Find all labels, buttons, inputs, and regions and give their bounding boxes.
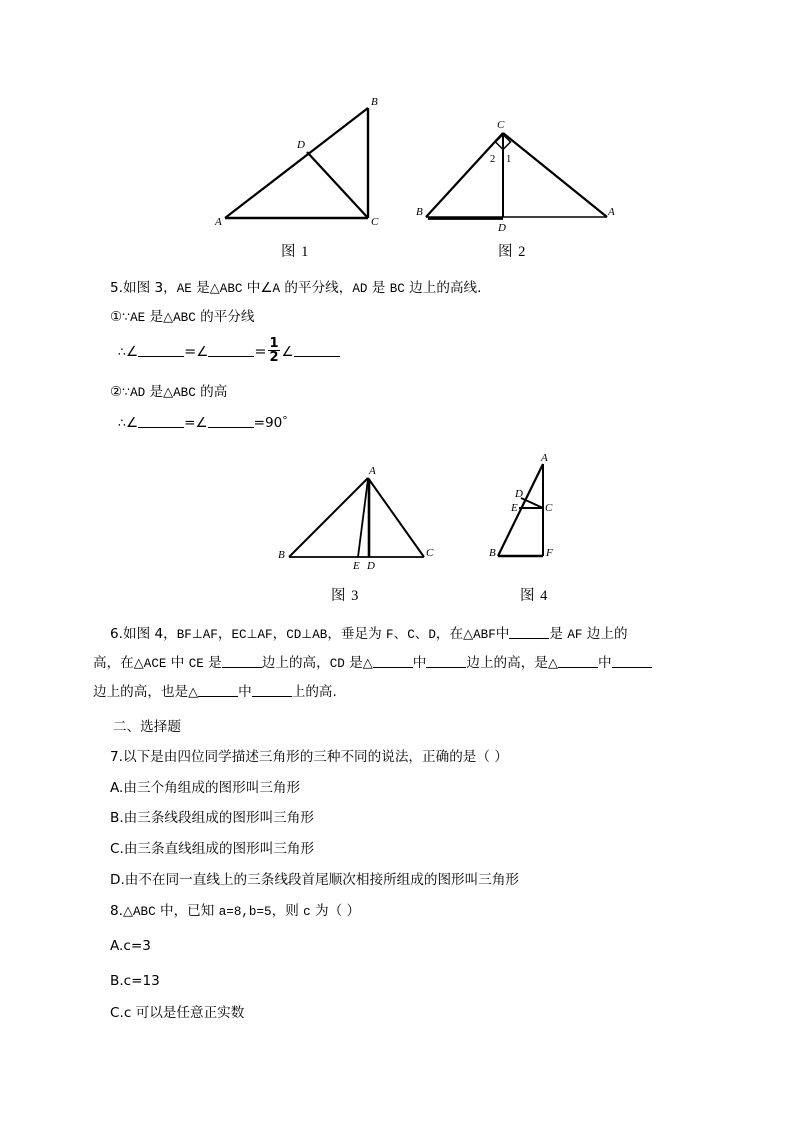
svg-text:C: C	[426, 547, 434, 559]
q5-l3-t2: 的高	[195, 384, 228, 400]
problem-7-option-b[interactable]: B.由三条线段组成的图形叫三角形	[110, 810, 314, 826]
problem-7-option-d[interactable]: D.由不在同一直线上的三条线段首尾顺次相接所组成的图形叫三角形	[110, 872, 520, 888]
q5-l3-because-icon: ∵	[122, 384, 131, 399]
problem-7-stem: 7.以下是由四位同学描述三角形的三种不同的说法，正确的是（ ）	[110, 749, 508, 765]
q6-l1-c7: 中	[495, 625, 510, 642]
q6-l1-perp-icon-1: ⊥	[191, 625, 203, 641]
q5-stem-bc: BC	[389, 282, 405, 296]
q6-l1-af-2: AF	[257, 627, 273, 642]
svg-text:B: B	[489, 547, 496, 559]
q5-l1-t1: 是	[145, 309, 164, 325]
q5-stem-tri: △	[209, 281, 220, 296]
q6-l2-blank-4[interactable]	[558, 654, 598, 668]
q5-l4-blank-1[interactable]	[138, 414, 184, 428]
q8-stem-a: 8.	[110, 903, 123, 919]
q6-l1-c: C	[407, 627, 415, 642]
q5-l2-fraction-numerator: 1	[269, 336, 279, 351]
q6-l1-a: 6.如图 4，	[110, 625, 177, 642]
q5-stem-t5: 边上的高线.	[404, 280, 482, 296]
q5-l1-ae: AE	[130, 311, 146, 325]
figure-3-diagram	[275, 450, 445, 570]
q5-l1-circled-one: ①	[110, 309, 123, 325]
q6-l1-f: F	[386, 627, 394, 642]
q5-stem-ad: AD	[352, 282, 368, 296]
q6-l3-b: 中	[238, 683, 252, 700]
q6-l1-c4: 、	[393, 625, 408, 642]
q6-l2-tri-3: △	[547, 655, 558, 671]
q6-l1-tri: △	[463, 626, 474, 642]
problem-5-line-4	[118, 414, 288, 431]
q5-l2-angle-icon-3: ∠	[281, 343, 294, 360]
problem-5-stem	[110, 282, 481, 296]
problem-6-line-3	[93, 683, 337, 700]
figure-4-diagram	[485, 450, 595, 570]
q5-l2-blank-3[interactable]	[294, 342, 340, 357]
q5-stem-t4: 是	[367, 280, 390, 296]
q6-l1-c5: 、	[414, 625, 429, 642]
q6-l3-tri: △	[188, 684, 199, 700]
svg-text:A: A	[215, 216, 222, 228]
q6-l3-c: 上的高.	[291, 683, 337, 700]
figure-2-diagram	[410, 92, 620, 237]
q5-l2-fraction-one-half	[268, 337, 279, 365]
q6-l1-c6: ，在	[435, 625, 464, 642]
q5-l4-blank-2[interactable]	[208, 414, 254, 428]
q5-l2-eq-1: =	[184, 343, 197, 360]
figures-row-top	[0, 92, 794, 262]
figure-3-caption: 图 3	[331, 588, 360, 604]
q6-l1-abf: ABF	[473, 627, 496, 642]
svg-text:C: C	[497, 119, 505, 131]
problem-6-line-2	[93, 654, 652, 671]
q6-l1-c2: ，	[272, 625, 287, 642]
q5-l3-ad: AD	[130, 386, 146, 400]
problem-8-option-c[interactable]: C.c 可以是任意正实数	[110, 1005, 245, 1021]
svg-text:B: B	[416, 206, 423, 218]
q6-l1-d: D	[428, 627, 436, 642]
q6-l1-c8: 是	[549, 625, 568, 642]
q6-l1-c3: ，垂足为	[327, 625, 387, 642]
figure-2-caption: 图 2	[498, 244, 527, 260]
q6-l2-a: 高，在	[93, 654, 134, 671]
q5-l2-blank-1[interactable]	[138, 342, 184, 357]
q5-stem-a: A	[272, 282, 281, 296]
q5-stem-t2: 中	[242, 280, 261, 296]
q8-stem-c: ，则	[271, 903, 304, 919]
q5-l2-therefore-icon: ∴	[118, 343, 126, 359]
figure-1-caption: 图 1	[281, 244, 310, 260]
q6-l2-blank-3[interactable]	[426, 654, 466, 668]
figures-row-bottom	[0, 450, 794, 604]
q5-l4-therefore-icon: ∴	[118, 414, 126, 430]
q6-l2-blank-5[interactable]	[612, 654, 652, 668]
q5-l2-angle-icon-1: ∠	[125, 343, 139, 360]
q5-l4-eq-2: =90	[253, 414, 283, 431]
q5-l2-blank-2[interactable]	[208, 342, 254, 357]
problem-8-stem	[110, 905, 360, 919]
q5-l4-angle-icon-2: ∠	[195, 414, 208, 431]
q6-l1-af-1: AF	[202, 627, 218, 642]
q6-l2-cd: CD	[329, 656, 345, 671]
q5-l4-angle-icon-1: ∠	[125, 414, 139, 431]
q5-l2-fraction-denominator: 2	[269, 350, 279, 366]
problem-6-line-1	[110, 625, 628, 642]
svg-text:A: A	[608, 206, 615, 218]
q5-l1-tri: △	[163, 310, 174, 325]
problem-7-option-c[interactable]: C.由三条直线组成的图形叫三角形	[110, 841, 315, 857]
q8-stem-b: 中，已知	[155, 903, 219, 919]
figure-4-caption: 图 4	[520, 588, 549, 604]
q8-stem-tri: △	[122, 904, 133, 919]
q6-l1-ec: EC	[231, 627, 247, 642]
q6-l2-blank-2[interactable]	[373, 654, 413, 668]
problem-7-option-a[interactable]: A.由三个角组成的图形叫三角形	[110, 780, 301, 796]
q6-l1-af-3: AF	[567, 627, 583, 642]
q5-l4-eq-1: =	[184, 414, 196, 431]
figure-1-diagram	[205, 92, 395, 237]
svg-text:A: A	[369, 465, 376, 477]
q6-l1-ab: AB	[312, 627, 328, 642]
svg-text:D: D	[297, 139, 305, 151]
svg-text:2: 2	[490, 154, 496, 165]
q6-l1-perp-icon-3: ⊥	[301, 625, 313, 641]
problem-8-option-b[interactable]: B.c=13	[110, 973, 160, 989]
q6-l2-c: 是	[203, 654, 222, 671]
q6-l2-b: 中	[166, 654, 189, 671]
q6-l1-c9: 边上的	[582, 625, 628, 642]
q6-l2-d: 边上的高，	[261, 654, 330, 671]
q5-l1-abc: ABC	[173, 311, 196, 325]
q8-stem-values: a=8,b=5	[218, 905, 272, 919]
svg-text:E: E	[353, 560, 360, 570]
svg-text:C: C	[371, 216, 379, 228]
problem-5-line-3	[110, 386, 227, 400]
q6-l2-h: 中	[597, 654, 612, 671]
q5-l3-tri: △	[163, 385, 174, 400]
q5-stem-t3: 的平分线，	[280, 280, 353, 296]
svg-text:F: F	[546, 547, 553, 559]
q6-l2-ace: ACE	[143, 656, 167, 671]
svg-text:A: A	[541, 452, 548, 464]
q5-l2-eq-2: =	[254, 343, 267, 360]
q6-l1-blank-1[interactable]	[509, 625, 549, 639]
svg-text:1: 1	[506, 154, 512, 165]
svg-text:D: D	[498, 222, 506, 234]
q5-l3-t1: 是	[145, 384, 164, 400]
q6-l3-blank-1[interactable]	[198, 683, 238, 697]
problem-5-line-1	[110, 311, 255, 325]
svg-text:E: E	[511, 502, 518, 514]
q6-l1-cd: CD	[286, 627, 302, 642]
q5-stem-t1: 是	[191, 280, 210, 296]
q5-l3-abc: ABC	[173, 386, 196, 400]
q8-stem-c-var: c	[303, 905, 311, 919]
q6-l2-tri-2: △	[362, 655, 373, 671]
q6-l2-blank-1[interactable]	[222, 654, 262, 668]
svg-text:B: B	[278, 549, 285, 561]
q5-l1-t2: 的平分线	[195, 309, 255, 325]
q5-stem-angle-icon: ∠	[260, 280, 273, 296]
svg-text:C: C	[545, 502, 553, 514]
q6-l2-g: 边上的高，是	[466, 654, 548, 671]
q6-l2-ce: CE	[188, 656, 204, 671]
q5-l3-circled-two: ②	[110, 384, 123, 400]
problem-5-line-2	[118, 338, 340, 366]
q5-l1-because-icon: ∵	[122, 309, 131, 324]
q8-stem-d: 为（ ）	[310, 903, 361, 919]
q6-l2-e: 是	[344, 654, 363, 671]
q6-l1-perp-icon-2: ⊥	[246, 625, 258, 641]
svg-text:B: B	[371, 96, 378, 108]
q6-l1-c1: ，	[217, 625, 232, 642]
q6-l3-a: 边上的高，也是	[93, 683, 189, 700]
q5-stem-prefix: 5.如图 3，	[110, 280, 177, 296]
q5-l2-angle-icon-2: ∠	[196, 343, 209, 360]
svg-text:D: D	[367, 560, 375, 570]
q5-stem-abc: ABC	[219, 282, 243, 296]
q6-l3-blank-2[interactable]	[252, 683, 292, 697]
q5-stem-ae: AE	[176, 282, 192, 296]
section-2-heading: 二、选择题	[113, 719, 181, 735]
q8-stem-abc: ABC	[132, 905, 156, 919]
q6-l2-f: 中	[412, 654, 427, 671]
q5-l4-degree-icon: °	[282, 413, 288, 427]
problem-8-option-a[interactable]: A.c=3	[110, 938, 151, 954]
q6-l2-tri-1: △	[133, 655, 144, 671]
svg-text:D: D	[515, 488, 523, 500]
q6-l1-bf: BF	[176, 627, 192, 642]
